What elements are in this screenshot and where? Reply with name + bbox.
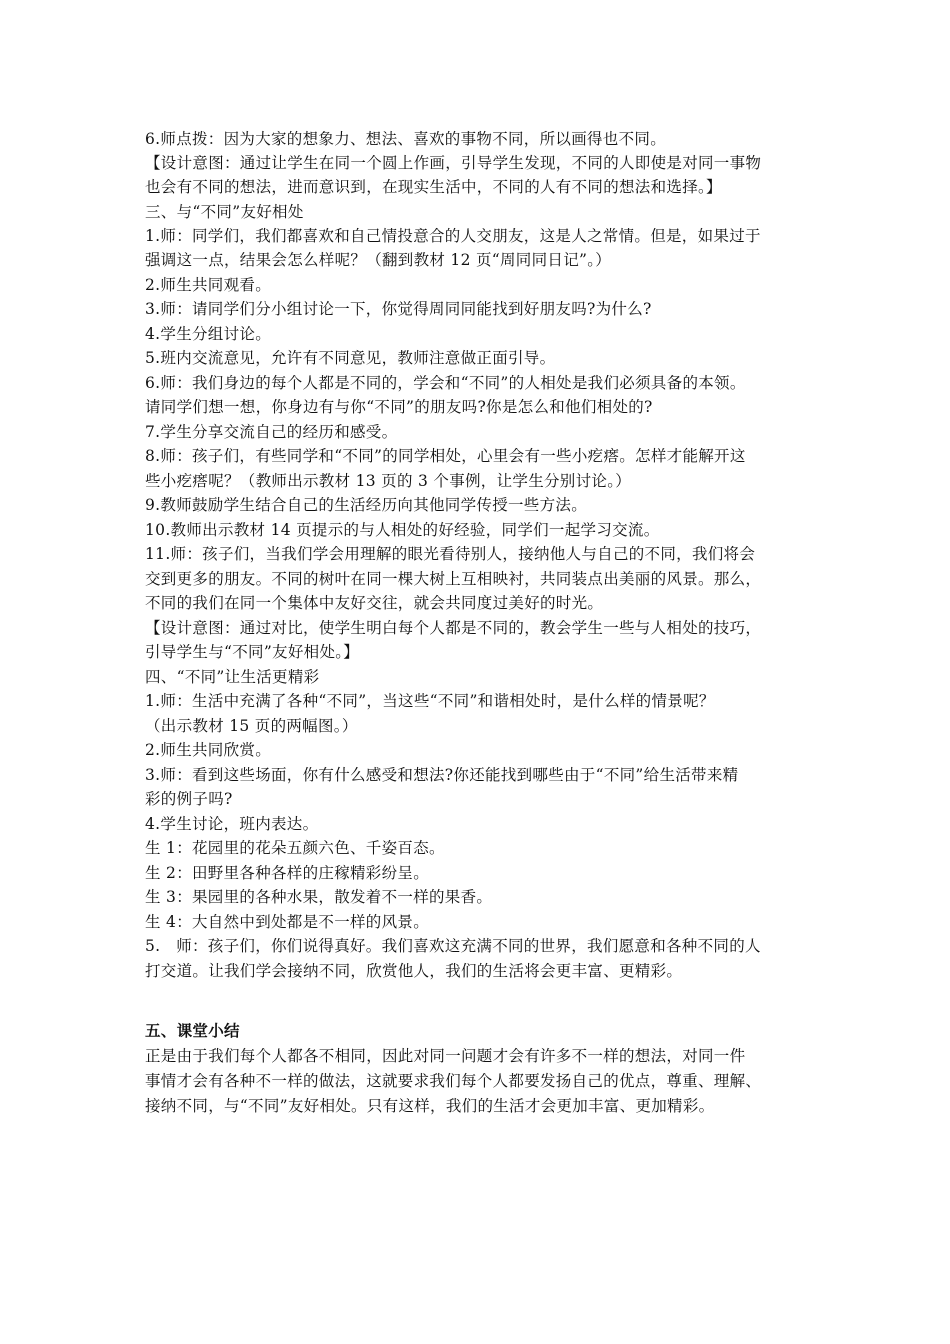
text-line: 【设计意图：通过让学生在同一个圆上作画，引导学生发现，不同的人即使是对同一事物 xyxy=(145,154,762,172)
text-line: 4.学生讨论，班内表达。 xyxy=(145,815,319,833)
text-line: 引导学生与“不同”友好相处。】 xyxy=(145,643,360,661)
text-line: 1.师：生活中充满了各种“不同”，当这些“不同”和谐相处时，是什么样的情景呢？ xyxy=(145,692,715,710)
text-line: 3.师：请同学们分小组讨论一下，你觉得周同同能找到好朋友吗?为什么? xyxy=(145,300,652,318)
section-heading: 三、与“不同”友好相处 xyxy=(145,203,304,221)
text-line: 11.师：孩子们，当我们学会用理解的眼光看待别人，接纳他人与自己的不同，我们将会 xyxy=(145,545,756,563)
text-line: 5.班内交流意见，允许有不同意见，教师注意做正面引导。 xyxy=(145,349,556,367)
text-line: 些小疙瘩呢？（教师出示教材 13 页的 3 个事例，让学生分别讨论。） xyxy=(145,472,632,490)
text-line: 2.师生共同观看。 xyxy=(145,276,271,294)
summary-line: 事情才会有各种不一样的做法，这就要求我们每个人都要发扬自己的优点，尊重、理解、 xyxy=(145,1072,762,1090)
text-line: 生 2：田野里各种各样的庄稼精彩纷呈。 xyxy=(145,864,429,882)
text-line: 不同的我们在同一个集体中友好交往，就会共同度过美好的时光。 xyxy=(145,594,604,612)
text-line: 5. 师：孩子们，你们说得真好。我们喜欢这充满不同的世界，我们愿意和各种不同的人 xyxy=(145,937,761,955)
text-line: 交到更多的朋友。不同的树叶在同一棵大树上互相映衬，共同装点出美丽的风景。那么， xyxy=(145,570,762,588)
text-line: 彩的例子吗? xyxy=(145,790,233,808)
text-line: 4.学生分组讨论。 xyxy=(145,325,271,343)
text-line: 请同学们想一想，你身边有与你“不同”的朋友吗?你是怎么和他们相处的? xyxy=(145,398,653,416)
summary-line: 正是由于我们每个人都各不相同，因此对同一问题才会有许多不一样的想法，对同一件 xyxy=(145,1047,746,1065)
text-line: （出示教材 15 页的两幅图。） xyxy=(145,717,358,735)
text-line: 2.师生共同欣赏。 xyxy=(145,741,271,759)
text-line: 10.教师出示教材 14 页提示的与人相处的好经验，同学们一起学习交流。 xyxy=(145,521,660,539)
text-line: 打交道。让我们学会接纳不同，欣赏他人，我们的生活将会更丰富、更精彩。 xyxy=(145,962,683,980)
text-line: 1.师：同学们，我们都喜欢和自己情投意合的人交朋友，这是人之常情。但是，如果过于 xyxy=(145,227,761,245)
text-line: 8.师：孩子们，有些同学和“不同”的同学相处，心里会有一些小疙瘩。怎样才能解开这 xyxy=(145,447,746,465)
text-line: 生 1：花园里的花朵五颜六色、千姿百态。 xyxy=(145,839,445,857)
section-heading: 四、“不同”让生活更精彩 xyxy=(145,668,320,686)
text-line: 7.学生分享交流自己的经历和感受。 xyxy=(145,423,398,441)
text-line: 生 4：大自然中到处都是不一样的风景。 xyxy=(145,913,429,931)
text-line: 6.师点拨：因为大家的想象力、想法、喜欢的事物不同，所以画得也不同。 xyxy=(145,130,666,148)
text-line: 6.师：我们身边的每个人都是不同的，学会和“不同”的人相处是我们必须具备的本领。 xyxy=(145,374,746,392)
text-line: 【设计意图：通过对比，使学生明白每个人都是不同的，教会学生一些与人相处的技巧， xyxy=(145,619,762,637)
text-line: 生 3：果园里的各种水果，散发着不一样的果香。 xyxy=(145,888,493,906)
text-line: 3.师：看到这些场面，你有什么感受和想法?你还能找到哪些由于“不同”给生活带来精 xyxy=(145,766,739,784)
text-line: 也会有不同的想法，进而意识到，在现实生活中，不同的人有不同的想法和选择。】 xyxy=(145,178,722,196)
summary-heading: 五、课堂小结 xyxy=(145,1022,240,1040)
text-line: 强调这一点，结果会怎么样呢？（翻到教材 12 页“周同同日记”。） xyxy=(145,251,612,269)
summary-line: 接纳不同，与“不同”友好相处。只有这样，我们的生活才会更加丰富、更加精彩。 xyxy=(145,1097,715,1115)
text-line: 9.教师鼓励学生结合自己的生活经历向其他同学传授一些方法。 xyxy=(145,496,587,514)
